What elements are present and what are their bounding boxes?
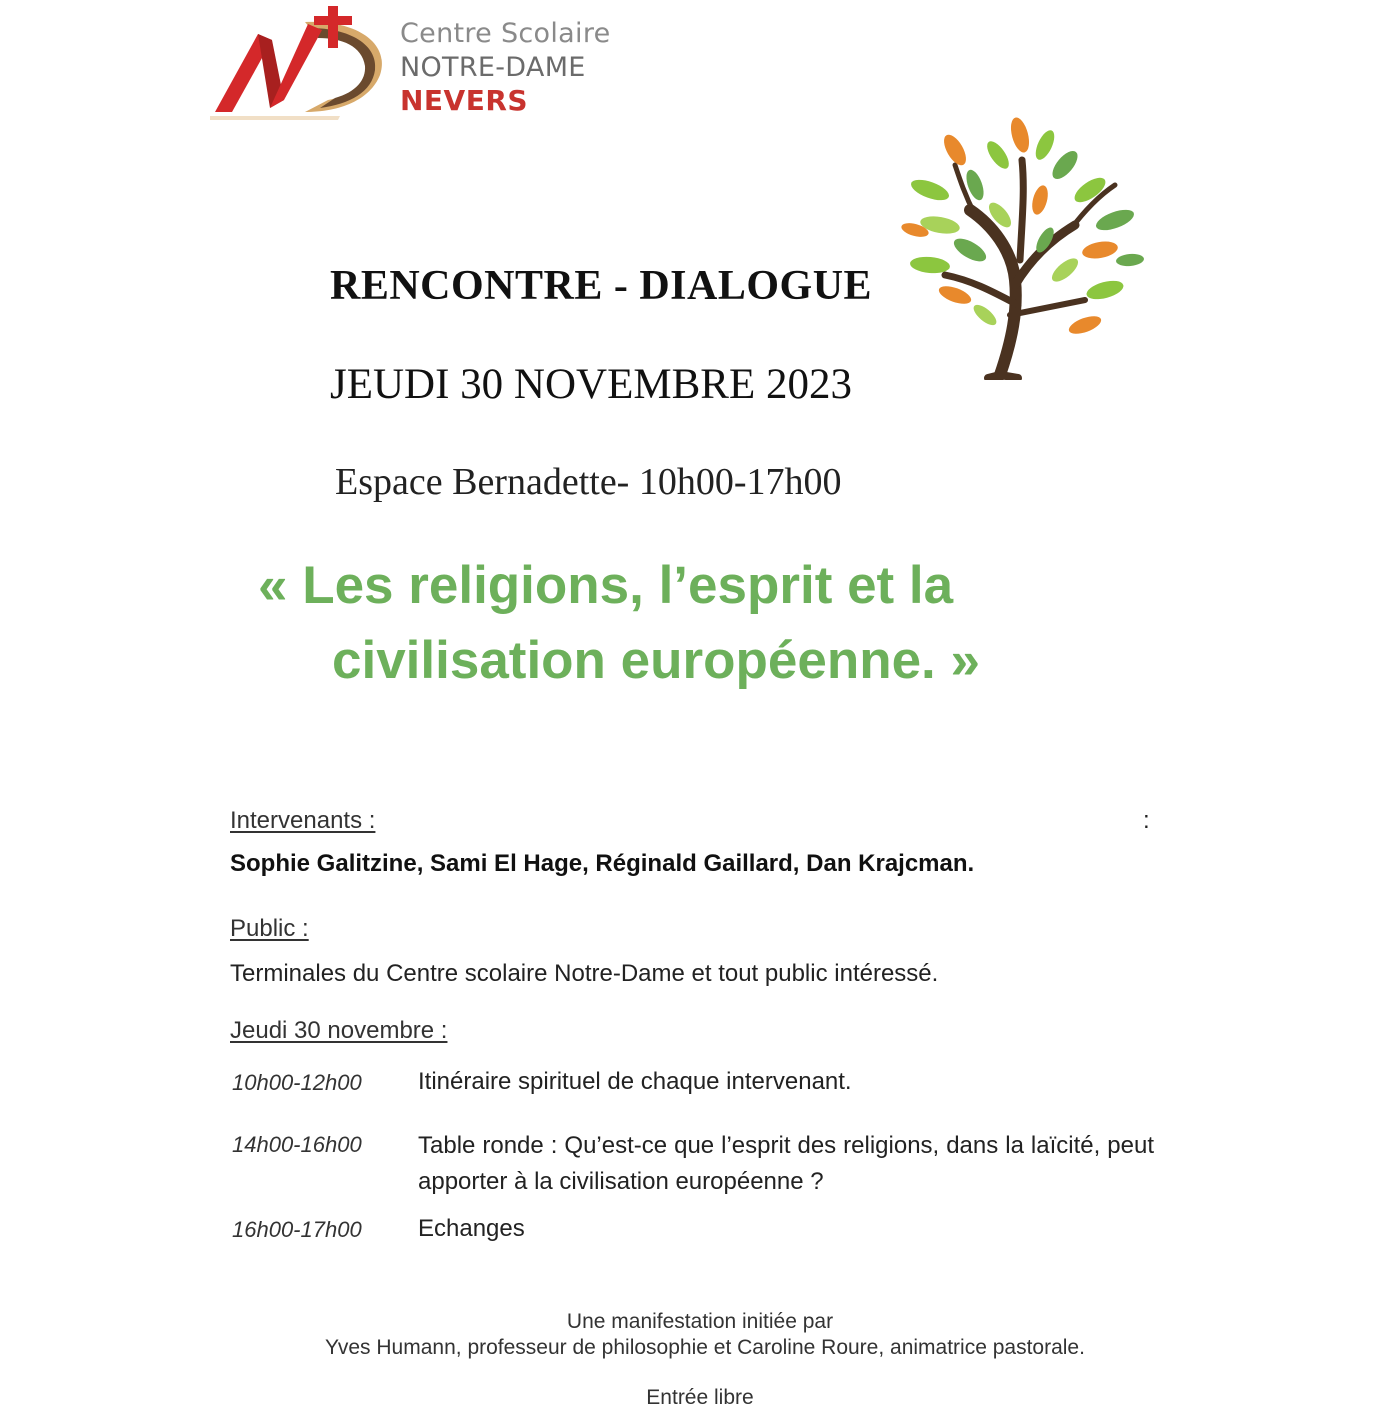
theme-line-2: civilisation européenne. » <box>332 631 980 690</box>
schedule-time-2: 14h00-16h00 <box>232 1132 362 1157</box>
notre-dame-logo-icon <box>210 0 390 125</box>
theme-line-1: « Les religions, l’esprit et la <box>258 556 954 615</box>
event-title: RENCONTRE - DIALOGUE <box>330 263 873 309</box>
logo-text-nevers: NEVERS <box>400 84 529 117</box>
footer-free-entry: Entrée libre <box>646 1386 754 1409</box>
audience-label: Public : <box>230 915 309 942</box>
schedule-time-1: 10h00-12h00 <box>232 1070 362 1095</box>
logo-text-centre-scolaire: Centre Scolaire <box>400 18 611 49</box>
tree-icon <box>900 110 1150 380</box>
footer-organizers: Yves Humann, professeur de philosophie et Caroline Roure, animatrice pastorale. <box>325 1336 1085 1359</box>
schedule-activity-1: Itinéraire spirituel de chaque intervenant. <box>418 1068 852 1095</box>
footer-initiated-by: Une manifestation initiée par <box>566 1310 834 1333</box>
stray-colon: : <box>1143 807 1150 834</box>
schedule-activity-3: Echanges <box>418 1215 525 1242</box>
event-date: JEUDI 30 NOVEMBRE 2023 <box>330 361 852 408</box>
schedule-time-3: 16h00-17h00 <box>232 1217 362 1242</box>
speakers-names: Sophie Galitzine, Sami El Hage, Réginald Gaillard, Dan Krajcman. <box>230 850 975 877</box>
audience-text: Terminales du Centre scolaire Notre-Dame et tout public intéressé. <box>230 960 939 987</box>
event-place-time: Espace Bernadette- 10h00-17h00 <box>335 461 842 503</box>
schedule-label: Jeudi 30 novembre : <box>230 1017 448 1044</box>
logo-text-notre-dame: NOTRE-DAME <box>400 52 586 83</box>
speakers-label: Intervenants : <box>230 807 376 834</box>
schedule-activity-2: Table ronde : Qu’est-ce que l’esprit des religions, dans la laïcité, peut apporter à la civilisation européenne ? <box>418 1132 1154 1195</box>
